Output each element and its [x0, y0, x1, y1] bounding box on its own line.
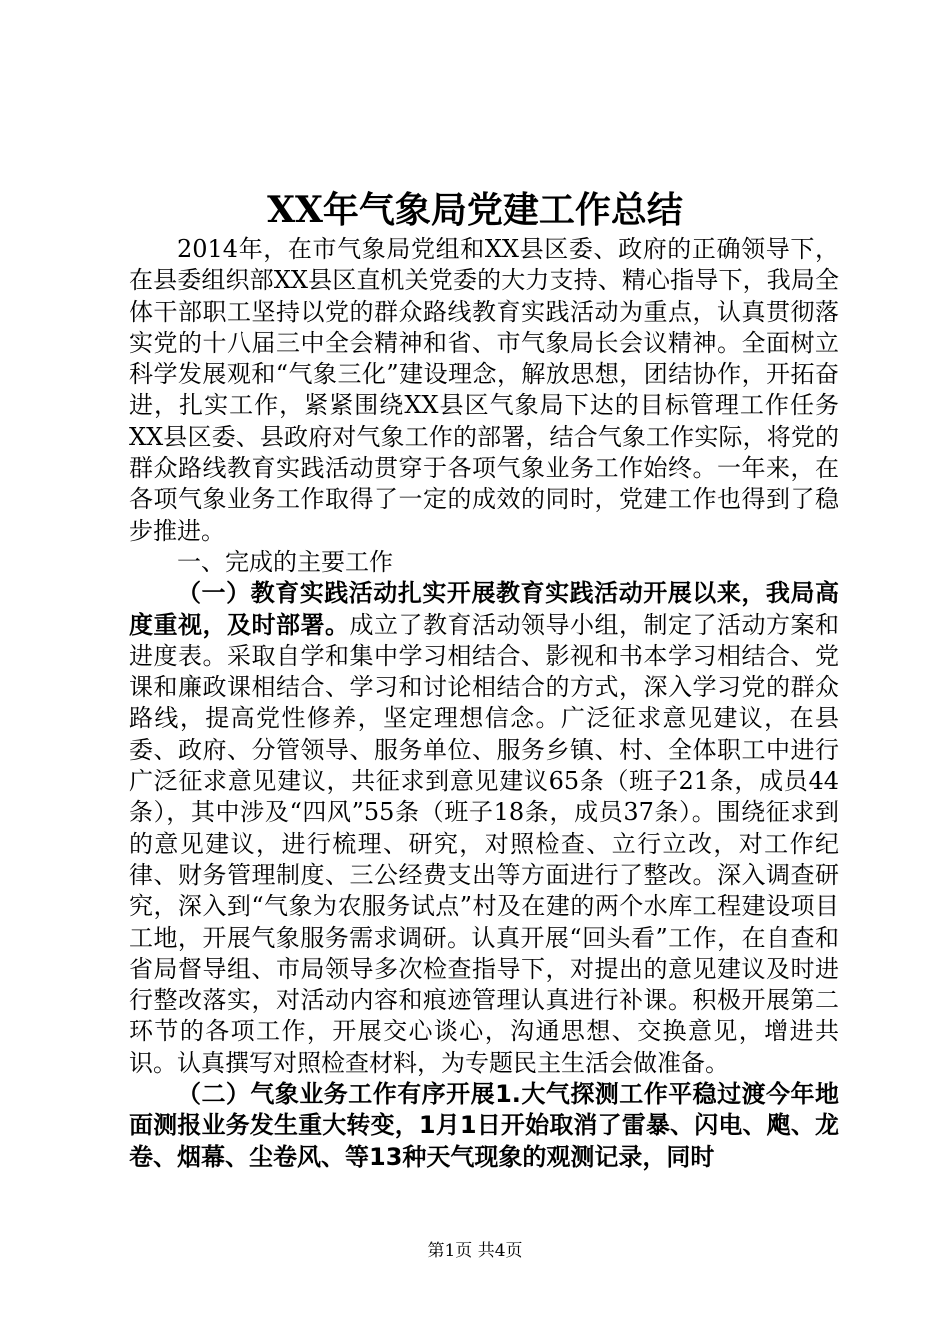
- section-heading: 一、完成的主要工作: [177, 547, 393, 576]
- document-body: [129, 234, 839, 1173]
- subsection-1-heading: （一）教育实践活动扎实开展教育实践活动开展以来，我局高度重视，及时部署。: [129, 579, 839, 639]
- subsection-2-paragraph: [129, 1079, 839, 1173]
- document-title: XX年气象局党建工作总结: [267, 189, 683, 231]
- intro-paragraph: 2014年，在市气象局党组和XX县区委、政府的正确领导下，在县委组织部XX县区直机关党委的大力支持、精心指导下，我局全体干部职工坚持以党的群众路线教育实践活动为重点，认真贯彻落实党的十八届三中全会精神和省、市气象局长会议精神。全面树立科学发展观和“气象三化”建设理念，解放思想，团结协作，开拓奋进，扎实工作，紧紧围绕XX县区气象局下达的目标管理工作任务XX县区委、县政府对气象工作的部署，结合气象工作实际，将党的群众路线教育实践活动贯穿于各项气象业务工作始终。一年来，在各项气象业务工作取得了一定的成效的同时，党建工作也得到了稳步推进。: [129, 235, 839, 545]
- subsection-1-body: 成立了教育活动领导小组，制定了活动方案和进度表。采取自学和集中学习相结合、影视和书本学习相结合、党课和廉政课相结合、学习和讨论相结合的方式，深入学习党的群众路线，提高党性修养，坚定理想信念。广泛征求意见建议，在县委、政府、分管领导、服务单位、服务乡镇、村、全体职工中进行广泛征求意见建议，共征求到意见建议65条（班子21条，成员44条），其中涉及“四风”55条（班子18条，成员37条）。围绕征求到的意见建议，进行梳理、研究，对照检查、立行立改，对工作纪律、财务管理制度、三公经费支出等方面进行了整改。深入调查研究，深入到“气象为农服务试点”村及在建的两个水库工程建设项目工地，开展气象服务需求调研。认真开展“回头看”工作，在自查和省局督导组、市局领导多次检查指导下，对提出的意见建议及时进行整改落实，对活动内容和痕迹管理认真进行补课。积极开展第二环节的各项工作，开展交心谈心，沟通思想、交换意见，增进共识。认真撰写对照检查材料，为专题民主生活会做准备。: [129, 610, 839, 1077]
- page-footer: 第1页 共4页: [427, 1241, 523, 1261]
- subsection-2-body: 1.大气探测工作平稳过渡今年地面测报业务发生重大转变，1月1日开始取消了雷暴、闪电、飑、龙卷、烟幕、尘卷风、等13种天气现象的观测记录，同时: [129, 1080, 839, 1171]
- subsection-2-heading: （二）气象业务工作有序开展: [177, 1080, 496, 1109]
- subsection-1-paragraph: [129, 578, 839, 1079]
